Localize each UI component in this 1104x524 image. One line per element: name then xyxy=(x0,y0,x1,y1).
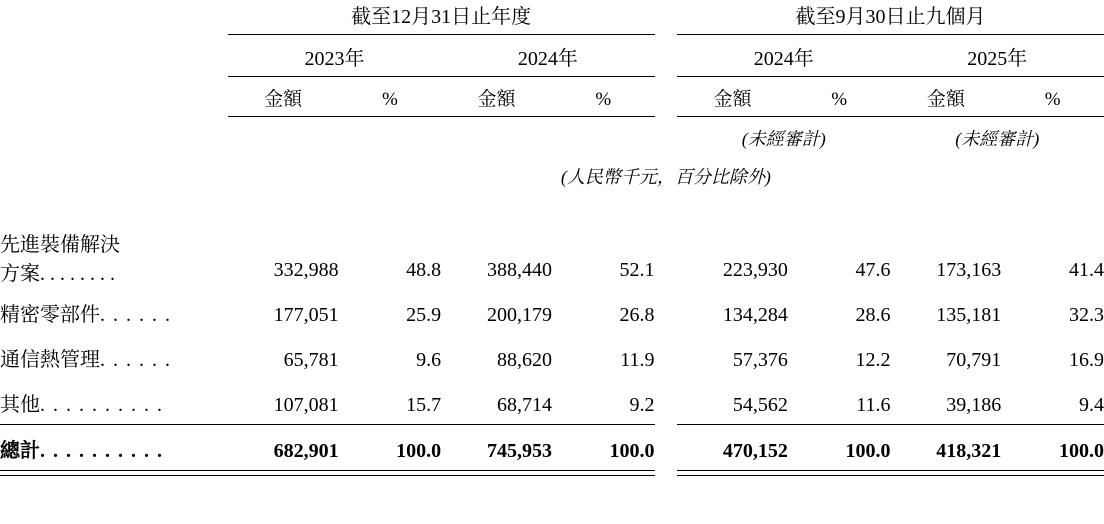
total-value: 745,953 xyxy=(441,425,552,471)
total-value: 682,901 xyxy=(228,425,339,471)
row-dots: . . . . . . . . . . xyxy=(40,394,164,416)
row-label-line2: 方案 xyxy=(0,263,40,285)
bottom-rule-cell xyxy=(891,471,1002,476)
cell-value: 177,051 xyxy=(273,304,339,326)
row-label-line2-wrap xyxy=(0,260,228,289)
empty-corner-3 xyxy=(0,77,228,117)
subheader-amount-1: 金額 xyxy=(228,77,339,117)
unaudited-row xyxy=(0,117,1104,152)
cell-value: 134,284 xyxy=(722,304,788,326)
row-label-text: 精密零部件 xyxy=(0,304,100,326)
subheader-amount-4: 金額 xyxy=(891,77,1002,117)
group-header-year: 截至12月31日止年度 xyxy=(228,0,655,35)
cell-value: 107,081 xyxy=(273,394,339,416)
bottom-rule-cell xyxy=(228,471,339,476)
cell-value: 68,714 xyxy=(496,394,552,416)
row-label-text: 其他 xyxy=(0,394,40,416)
table-row xyxy=(0,231,1104,289)
bottom-rule-gap xyxy=(655,471,678,476)
row-label-thermal-management xyxy=(0,334,228,379)
cell-value: 28.6 xyxy=(855,304,891,326)
cell-value: 15.7 xyxy=(406,394,442,416)
row-label-advanced-equipment xyxy=(0,231,228,289)
cell-value: 9.2 xyxy=(629,394,655,416)
empty-corner-5 xyxy=(0,151,228,193)
cell-value: 39,186 xyxy=(946,394,1002,416)
cell-value: 9.4 xyxy=(1079,394,1104,416)
bottom-rule-cell xyxy=(552,471,655,476)
table-total-row xyxy=(0,425,1104,471)
total-value: 100.0 xyxy=(788,425,891,471)
subheader-amount-2: 金額 xyxy=(441,77,552,117)
row-label-precision-parts xyxy=(0,289,228,334)
row-label-total xyxy=(0,425,228,471)
cell-value: 388,440 xyxy=(486,259,552,281)
cell-value: 88,620 xyxy=(496,349,552,371)
unaudited-gap xyxy=(655,117,678,152)
year-header-2024-9m: 2024年 xyxy=(677,35,890,77)
row-gap xyxy=(655,334,678,379)
total-value: 470,152 xyxy=(677,425,788,471)
cell-value: 332,988 xyxy=(273,259,339,281)
table-bottom-rule xyxy=(0,471,1104,476)
total-value: 100.0 xyxy=(339,425,442,471)
cell-value: 16.9 xyxy=(1069,349,1104,371)
table-row xyxy=(0,334,1104,379)
row-gap xyxy=(655,289,678,334)
year-header-2024-fy: 2024年 xyxy=(441,35,654,77)
subheader-percent-2: % xyxy=(552,77,655,117)
row-gap xyxy=(655,231,678,289)
cell-value: 70,791 xyxy=(946,349,1002,371)
header-group-row xyxy=(0,0,1104,35)
cell-value: 54,562 xyxy=(732,394,788,416)
cell-value: 47.6 xyxy=(855,259,891,281)
empty-corner xyxy=(0,0,228,35)
group-gap xyxy=(655,0,678,35)
bottom-rule-cell xyxy=(1001,471,1104,476)
units-row xyxy=(0,151,1104,193)
cell-value: 11.6 xyxy=(856,394,891,416)
header-year-row xyxy=(0,35,1104,77)
spacer-row xyxy=(0,193,1104,231)
table-row xyxy=(0,289,1104,334)
cell-value: 9.6 xyxy=(416,349,442,371)
total-value: 418,321 xyxy=(891,425,1002,471)
cell-value: 26.8 xyxy=(619,304,655,326)
cell-value: 52.1 xyxy=(619,259,655,281)
empty-corner-4 xyxy=(0,117,228,152)
unaudited-empty xyxy=(228,117,655,152)
sub-gap xyxy=(655,77,678,117)
unaudited-note-2025: (未經審計) xyxy=(955,129,1040,149)
total-value: 100.0 xyxy=(552,425,655,471)
subheader-percent-3: % xyxy=(788,77,891,117)
cell-value: 57,376 xyxy=(732,349,788,371)
row-dots: . . . . . . . . . . xyxy=(40,440,164,462)
row-label-others xyxy=(0,379,228,425)
year-gap xyxy=(655,35,678,77)
cell-value: 65,781 xyxy=(283,349,339,371)
cell-value: 12.2 xyxy=(855,349,891,371)
row-label-line1: 先進裝備解決 xyxy=(0,234,120,256)
spacer-cell xyxy=(0,193,1104,231)
cell-value: 135,181 xyxy=(936,304,1002,326)
cell-value: 32.3 xyxy=(1069,304,1104,326)
header-sub-row xyxy=(0,77,1104,117)
subheader-percent-4: % xyxy=(1001,77,1104,117)
table-row xyxy=(0,379,1104,425)
subheader-percent-1: % xyxy=(339,77,442,117)
cell-value: 173,163 xyxy=(936,259,1002,281)
year-header-2023: 2023年 xyxy=(228,35,441,77)
cell-value: 25.9 xyxy=(406,304,442,326)
subheader-amount-3: 金額 xyxy=(677,77,788,117)
bottom-rule-label xyxy=(0,471,228,476)
row-dots: . . . . . . xyxy=(100,349,172,371)
cell-value: 200,179 xyxy=(486,304,552,326)
bottom-rule-cell xyxy=(339,471,442,476)
cell-value: 41.4 xyxy=(1069,259,1104,281)
row-dots: . . . . . . . . xyxy=(40,263,115,285)
group-header-nine-months: 截至9月30日止九個月 xyxy=(677,0,1104,35)
unaudited-note-2024: (未經審計) xyxy=(741,129,826,149)
total-value: 100.0 xyxy=(1001,425,1104,471)
units-note: (人民幣千元，百分比除外) xyxy=(560,167,771,187)
empty-corner-2 xyxy=(0,35,228,77)
cell-value: 48.8 xyxy=(406,259,442,281)
cell-value: 11.9 xyxy=(620,349,655,371)
year-header-2025-9m: 2025年 xyxy=(891,35,1104,77)
row-gap xyxy=(655,379,678,425)
bottom-rule-cell xyxy=(788,471,891,476)
cell-value: 223,930 xyxy=(722,259,788,281)
row-dots: . . . . . . xyxy=(100,304,172,326)
row-label-text: 通信熱管理 xyxy=(0,349,100,371)
bottom-rule-cell xyxy=(441,471,552,476)
total-gap xyxy=(655,425,678,471)
bottom-rule-cell xyxy=(677,471,788,476)
total-label-text: 總計 xyxy=(0,440,40,462)
